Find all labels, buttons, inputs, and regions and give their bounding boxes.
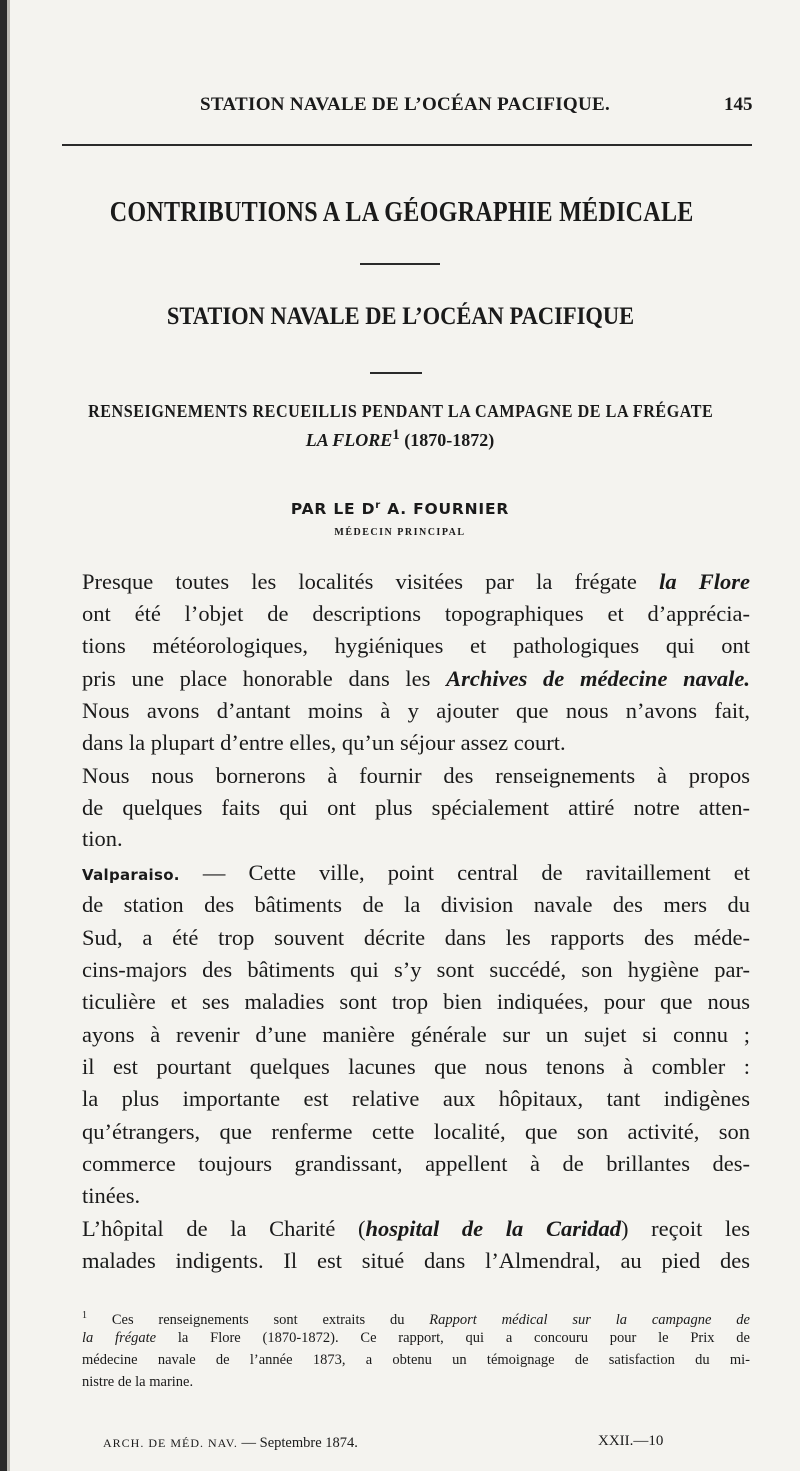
body-line xyxy=(82,664,750,694)
byline xyxy=(0,500,800,518)
footnote-text: la Flore (1870-1872). Ce rapport, qui a concouru pour le Prix de xyxy=(156,1330,750,1346)
footnote-reference: 1 xyxy=(392,427,400,443)
body-line xyxy=(82,1214,750,1244)
body-line: cins-majors des bâtiments qui s’y sont succédé, son hygiène par- xyxy=(82,957,750,982)
body-text: ) reçoit les xyxy=(620,1216,750,1241)
body-line xyxy=(82,567,750,597)
hospital-name-italic: hospital de la Caridad xyxy=(365,1216,621,1241)
body-text: — Cette ville, point central de ravitaillement et xyxy=(179,860,750,885)
page-binding-edge xyxy=(0,0,7,1471)
footnote-text: Ces renseignements sont extraits du xyxy=(87,1311,430,1328)
body-text: pris une place honorable dans les xyxy=(82,666,447,691)
body-line: dans la plupart d’entre elles, qu’un séjour assez court. xyxy=(82,730,566,755)
footer-journal xyxy=(103,1435,358,1452)
source-description: RENSEIGNEMENTS RECUEILLIS PENDANT LA CAMPAGNE DE LA FRÉGATE xyxy=(88,401,714,421)
footnote-mark: 1 xyxy=(82,1310,87,1321)
body-line: malades indigents. Il est situé dans l’Almendral, au pied des xyxy=(82,1248,750,1273)
subtitle-divider xyxy=(370,372,422,374)
body-line: commerce toujours grandissant, appellent à de brillantes des- xyxy=(82,1151,750,1176)
running-head: STATION NAVALE DE L’OCÉAN PACIFIQUE. xyxy=(200,94,611,115)
header-rule xyxy=(62,144,752,146)
body-line: tinées. xyxy=(82,1183,141,1208)
section-heading-valparaiso: Valparaiso. xyxy=(82,866,180,884)
footnote-line xyxy=(82,1328,750,1348)
frigate-name: LA FLORE xyxy=(305,430,393,450)
issue-date: — Septembre 1874. xyxy=(237,1435,358,1451)
ship-name-italic: la Flore xyxy=(659,569,750,594)
body-line: Nous nous bornerons à fournir des renseignements à propos xyxy=(82,763,750,788)
footnote-line: médecine navale de l’année 1873, a obtenu un témoignage de satisfaction du mi- xyxy=(82,1352,750,1368)
body-text: Presque toutes les localités visitées par la frégate xyxy=(82,569,660,594)
report-title-italic: la frégate xyxy=(82,1330,157,1346)
page-number: 145 xyxy=(724,94,753,115)
body-line: ayons à revenir d’une manière générale sur un sujet si connu ; xyxy=(82,1022,750,1047)
body-line: qu’étrangers, que renferme cette localité, que son activité, son xyxy=(82,1119,750,1144)
footer-volume: XXII.—10 xyxy=(598,1433,664,1449)
byline-prefix: PAR LE D xyxy=(290,500,376,519)
body-line: tion. xyxy=(82,826,123,851)
byline-sup: r xyxy=(375,500,381,511)
body-line: la plus importante est relative aux hôpitaux, tant indigènes xyxy=(82,1086,750,1111)
article-title: CONTRIBUTIONS A LA GÉOGRAPHIE MÉDICALE xyxy=(109,197,694,228)
journal-name-italic: Archives de médecine navale. xyxy=(446,666,750,691)
footnote-line: nistre de la marine. xyxy=(82,1374,194,1390)
frigate-line xyxy=(0,427,800,451)
campaign-years: (1870-1872) xyxy=(399,430,495,450)
body-line: il est pourtant quelques lacunes que nous tenons à combler : xyxy=(82,1054,750,1079)
page-binding-shadow xyxy=(7,0,10,1471)
footnote-line xyxy=(82,1306,750,1326)
title-divider xyxy=(360,263,440,265)
article-subtitle: STATION NAVALE DE L’OCÉAN PACIFIQUE xyxy=(166,303,635,330)
author-role: MÉDECIN PRINCIPAL xyxy=(334,527,466,538)
body-line xyxy=(82,858,750,888)
body-line: ticulière et ses maladies sont trop bien indiquées, pour que nous xyxy=(82,989,750,1014)
body-line: de station des bâtiments de la division navale des mers du xyxy=(82,892,750,917)
body-line: Sud, a été trop souvent décrite dans les rapports des méde- xyxy=(82,925,750,950)
body-line: de quelques faits qui ont plus spécialement attiré notre atten- xyxy=(82,795,750,820)
journal-abbrev: ARCH. DE MÉD. NAV. xyxy=(103,1436,238,1450)
author-name: A. FOURNIER xyxy=(381,500,510,519)
body-line: ont été l’objet de descriptions topographiques et d’apprécia- xyxy=(82,601,750,626)
report-title-italic: Rapport médical sur la campagne de xyxy=(429,1311,750,1328)
body-line: Nous avons d’antant moins à y ajouter que nous n’avons fait, xyxy=(82,698,750,723)
body-line: tions météorologiques, hygiéniques et pathologiques qui ont xyxy=(82,633,750,658)
body-text: L’hôpital de la Charité ( xyxy=(82,1216,366,1241)
